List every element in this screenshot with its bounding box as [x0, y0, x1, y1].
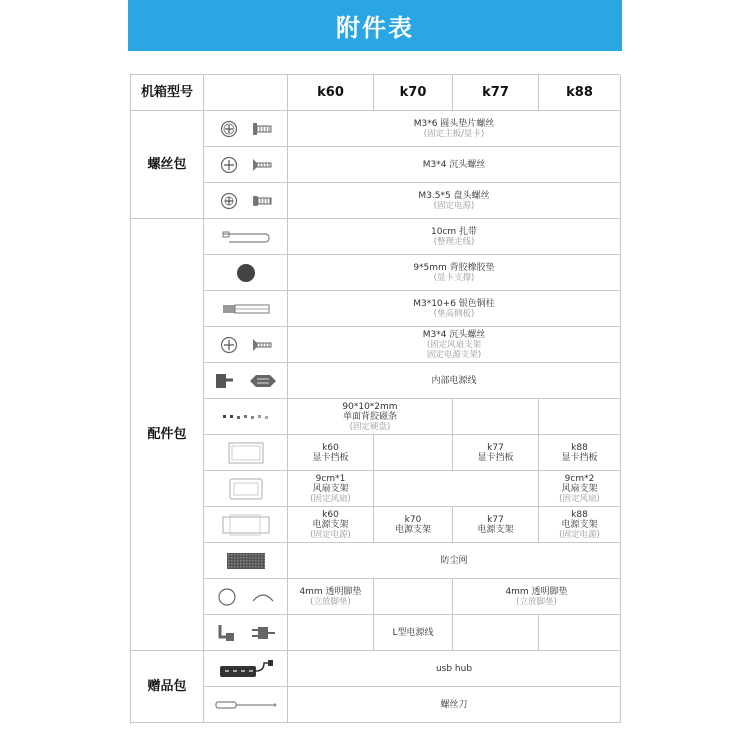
item-name: 单面背胶磁条 [342, 411, 397, 422]
l-power-cable-icon [204, 615, 288, 651]
usb-hub-icon [204, 651, 288, 687]
screw-flat-cell-2 [288, 327, 621, 363]
gpu-baffle-k88 [539, 435, 621, 471]
item-name: M3*4 沉头螺丝 [422, 329, 486, 340]
item-name: 9*5mm 背胶橡胶垫 [413, 262, 495, 273]
item-name: M3.5*5 盘头螺丝 [418, 190, 490, 201]
item-note: (固定主板/显卡) [423, 128, 485, 139]
empty-cell [288, 615, 374, 651]
accessory-table [130, 74, 620, 724]
group-gifts: 赠品包 [131, 651, 204, 723]
item-name: M3*10+6 银色铜柱 [413, 298, 495, 309]
gpu-baffle-k77 [453, 435, 539, 471]
model-k77: k77 [453, 75, 539, 111]
dust-filter-cell [288, 543, 621, 579]
item-name: 风扇支架 [561, 483, 598, 494]
screwdriver-icon [204, 687, 288, 723]
psu-bracket-k88 [539, 507, 621, 543]
item-name: L型电源线 [392, 627, 434, 638]
empty-cell [539, 615, 621, 651]
empty-cell [374, 471, 539, 507]
model-k70: k70 [374, 75, 453, 111]
psu-bracket-icon [204, 507, 288, 543]
cable-tie-cell [288, 219, 621, 255]
screwdriver-cell [288, 687, 621, 723]
item-name: 10cm 扎带 [430, 226, 478, 237]
gpu-baffle-k60 [288, 435, 374, 471]
fan-bracket-k60 [288, 471, 374, 507]
foot-pad-k77-k88 [453, 579, 621, 615]
screw-pan-cell [288, 183, 621, 219]
item-name: M3*4 沉头螺丝 [422, 159, 486, 170]
screw-round-cell [288, 111, 621, 147]
item-name: 电源支架 [477, 524, 514, 535]
item-note: (固定风扇支架 [426, 339, 482, 350]
fan-bracket-icon [204, 471, 288, 507]
item-name: 电源支架 [561, 519, 598, 530]
copper-standoff-cell [288, 291, 621, 327]
model-text: k70 [404, 514, 422, 525]
item-name: 4mm 透明脚垫 [505, 586, 568, 597]
magnet-strip-cell [288, 399, 453, 435]
screw-pan-icon [204, 183, 288, 219]
gpu-baffle-icon [204, 435, 288, 471]
item-note: 固定电源支架) [426, 349, 482, 360]
item-name: 电源支架 [312, 519, 349, 530]
item-name: 内部电源线 [431, 375, 477, 386]
item-name: usb hub [435, 663, 473, 674]
group-screws: 螺丝包 [131, 111, 204, 219]
power-cable-cell [288, 363, 621, 399]
empty-cell [453, 399, 539, 435]
rubber-pad-cell [288, 255, 621, 291]
empty-cell [453, 615, 539, 651]
cable-tie-icon [204, 219, 288, 255]
item-name: 防尘网 [440, 555, 468, 566]
dust-filter-icon [204, 543, 288, 579]
item-name: 4mm 透明脚垫 [299, 586, 362, 597]
model-text: k88 [571, 509, 588, 520]
model-text: k77 [487, 442, 504, 453]
model-k88: k88 [539, 75, 621, 111]
power-cable-icon [204, 363, 288, 399]
screw-flat-cell [288, 147, 621, 183]
item-note: (固定电源) [433, 200, 475, 211]
model-text: k77 [487, 514, 504, 525]
group-accessories: 配件包 [131, 219, 204, 651]
model-k60: k60 [288, 75, 374, 111]
model-text: k60 [322, 442, 339, 453]
item-note: (固定风扇) [559, 493, 600, 504]
psu-bracket-k70 [374, 507, 453, 543]
item-name: M3*6 圆头垫片螺丝 [413, 118, 495, 129]
screw-flat-icon-2 [204, 327, 288, 363]
item-note: (固定电源) [310, 529, 351, 540]
psu-bracket-k60 [288, 507, 374, 543]
l-power-cable-k70 [374, 615, 453, 651]
copper-standoff-icon [204, 291, 288, 327]
item-name: 电源支架 [394, 524, 431, 535]
foot-pad-k60 [288, 579, 374, 615]
item-size: 9cm*2 [564, 473, 595, 484]
item-name: 90*10*2mm [342, 401, 398, 412]
item-note: (固定硬盘) [349, 421, 391, 432]
empty-cell [374, 435, 453, 471]
empty-cell [374, 579, 453, 615]
psu-bracket-k77 [453, 507, 539, 543]
item-name: 显卡挡板 [477, 452, 514, 463]
item-note: (立放脚垫) [516, 596, 557, 607]
item-name: 显卡挡板 [312, 452, 349, 463]
item-note: (固定电源) [559, 529, 600, 540]
fan-bracket-k88 [539, 471, 621, 507]
usb-hub-cell [288, 651, 621, 687]
item-note: (显卡支撑) [433, 272, 475, 283]
image-header [204, 75, 288, 111]
item-note: (整理走线) [433, 236, 475, 247]
item-name: 风扇支架 [312, 483, 349, 494]
item-name: 螺丝刀 [440, 699, 468, 710]
model-text: k60 [322, 509, 339, 520]
magnet-strip-icon [204, 399, 288, 435]
foot-pad-icon [204, 579, 288, 615]
empty-cell [539, 399, 621, 435]
rubber-pad-icon [204, 255, 288, 291]
screw-round-icon [204, 111, 288, 147]
item-note: (固定风扇) [310, 493, 351, 504]
model-header: 机箱型号 [131, 75, 204, 111]
page-title: 附件表 [128, 0, 622, 51]
screw-flat-icon [204, 147, 288, 183]
item-size: 9cm*1 [315, 473, 346, 484]
model-text: k88 [571, 442, 588, 453]
item-note: (垫高侧板) [433, 308, 475, 319]
item-name: 显卡挡板 [561, 452, 598, 463]
item-note: (立放脚垫) [310, 596, 351, 607]
